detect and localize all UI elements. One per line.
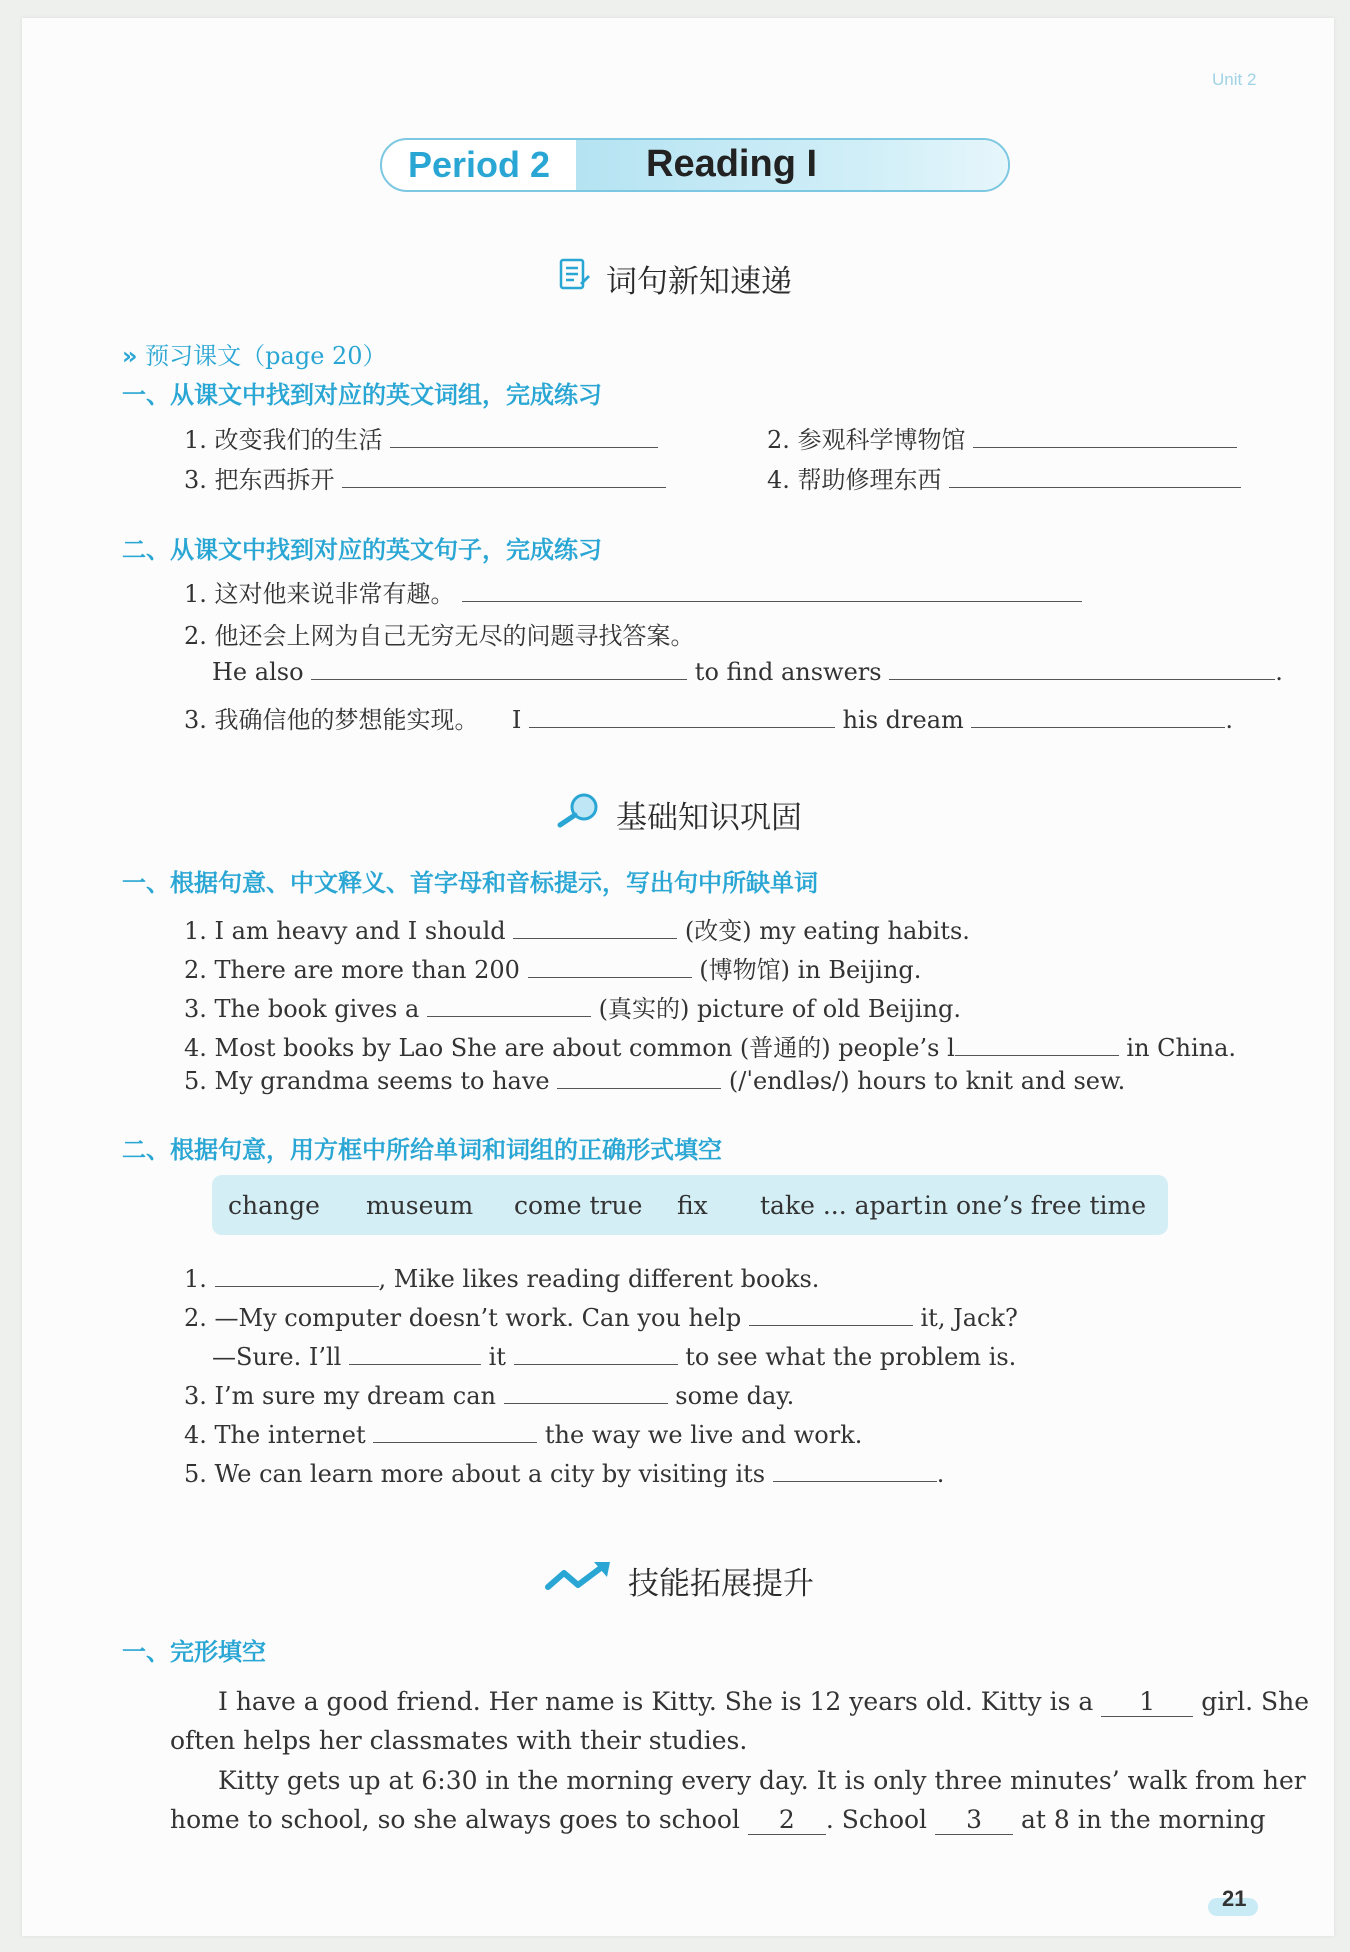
cloze-blank-1[interactable]: 1 xyxy=(1101,1687,1193,1717)
phrase-text: 2. 参观科学博物馆 xyxy=(767,426,966,454)
question-text: to see what the problem is. xyxy=(685,1343,1017,1371)
word-box xyxy=(212,1175,1168,1235)
unit-tag: Unit 2 xyxy=(1212,70,1257,89)
question-text: 3. I’m sure my dream can xyxy=(184,1382,496,1410)
section-title-text: 词句新知速递 xyxy=(606,264,792,300)
part2-heading: 二、根据句意，用方框中所给单词和词组的正确形式填空 xyxy=(122,1136,722,1164)
word-option: change xyxy=(228,1191,320,1220)
word-option: museum xyxy=(366,1191,474,1220)
fill-question-2-reply xyxy=(212,1343,1016,1371)
preview-line xyxy=(122,336,387,371)
answer-blank[interactable] xyxy=(949,469,1241,488)
fill-question-1 xyxy=(184,1265,819,1293)
answer-blank[interactable] xyxy=(557,1070,721,1089)
passage-text: . School xyxy=(825,1805,928,1834)
question-text: —Sure. I’ll xyxy=(212,1343,342,1371)
passage-text: I have a good friend. Her name is Kitty. She is 12 years old. Kitty is a xyxy=(218,1687,1094,1716)
answer-blank[interactable] xyxy=(342,469,666,488)
phrase-text: 4. 帮助修理东西 xyxy=(767,466,942,494)
vocab-question-3 xyxy=(184,989,961,1024)
question-text: 2. There are more than 200 xyxy=(184,956,520,984)
section-title-skills xyxy=(544,1558,814,1603)
answer-blank[interactable] xyxy=(513,920,677,939)
word-option: fix xyxy=(677,1191,708,1220)
sentence-item-2: 2. 他还会上网为自己无穷无尽的问题寻找答案。 xyxy=(184,622,695,650)
word-option: in one’s free time xyxy=(924,1191,1146,1220)
sentence-text: He also xyxy=(212,658,304,686)
answer-blank[interactable] xyxy=(514,1346,678,1365)
question-text: (/ˈendləs/) hours to knit and sew. xyxy=(728,1067,1126,1095)
passage-text: at 8 in the morning xyxy=(1020,1805,1266,1834)
section-title-text: 技能拓展提升 xyxy=(628,1566,814,1602)
answer-blank[interactable] xyxy=(971,709,1225,728)
question-text: . xyxy=(936,1460,945,1488)
question-text: in China. xyxy=(1126,1034,1237,1062)
question-text: it, Jack? xyxy=(920,1304,1018,1332)
answer-blank[interactable] xyxy=(462,583,1082,602)
part1-heading: 一、根据句意、中文释义、首字母和音标提示，写出句中所缺单词 xyxy=(122,869,818,897)
part2-heading: 二、从课文中找到对应的英文句子，完成练习 xyxy=(122,536,602,564)
workbook-page xyxy=(22,18,1334,1936)
question-text: some day. xyxy=(675,1382,795,1410)
phrase-item-4 xyxy=(767,460,1241,495)
cloze-line-1 xyxy=(218,1687,1309,1717)
phrase-text: 3. 把东西拆开 xyxy=(184,466,335,494)
section-title-vocab xyxy=(558,256,792,301)
question-text: , Mike likes reading different books. xyxy=(378,1265,820,1293)
answer-blank[interactable] xyxy=(528,959,692,978)
answer-blank[interactable] xyxy=(773,1463,937,1482)
part1-heading: 一、从课文中找到对应的英文词组，完成练习 xyxy=(122,381,602,409)
question-text: 4. Most books by Lao She are about common (普通的) people’s l xyxy=(184,1034,955,1062)
word-option: take ... apart xyxy=(760,1191,923,1220)
question-text: it xyxy=(488,1343,506,1371)
lesson-title-band xyxy=(576,140,1008,190)
phrase-item-1 xyxy=(184,420,658,455)
phrase-item-3 xyxy=(184,460,666,495)
sentence-text: to find answers xyxy=(694,658,882,686)
question-text: (真实的) picture of old Beijing. xyxy=(598,995,961,1023)
sentence-item-1 xyxy=(184,574,1082,609)
period-banner xyxy=(380,138,1010,192)
notebook-icon xyxy=(558,257,592,301)
fill-question-5 xyxy=(184,1460,944,1488)
double-chevron-icon: » xyxy=(122,342,138,370)
question-text: 5. My grandma seems to have xyxy=(184,1067,550,1095)
question-text: 5. We can learn more about a city by visiting its xyxy=(184,1460,766,1488)
lesson-title: Reading I xyxy=(646,143,818,185)
question-text: (博物馆) in Beijing. xyxy=(699,956,922,984)
cloze-blank-2[interactable]: 2 xyxy=(748,1805,826,1835)
section-title-basics xyxy=(554,791,802,837)
question-text: 2. —My computer doesn’t work. Can you help xyxy=(184,1304,742,1332)
cloze-blank-3[interactable]: 3 xyxy=(935,1805,1013,1835)
fill-question-3 xyxy=(184,1382,794,1410)
answer-blank[interactable] xyxy=(889,661,1275,680)
sentence-text: 1. 这对他来说非常有趣。 xyxy=(184,580,455,608)
question-text: 1. I am heavy and I should xyxy=(184,917,506,945)
passage-text: girl. She xyxy=(1201,1687,1310,1716)
magnifier-icon xyxy=(554,791,602,837)
page-number: 21 xyxy=(1222,1886,1247,1911)
answer-blank[interactable] xyxy=(749,1307,913,1326)
cloze-line-4 xyxy=(170,1805,1266,1835)
question-text: 4. The internet xyxy=(184,1421,366,1449)
vocab-question-4 xyxy=(184,1028,1236,1063)
section-title-text: 基础知识巩固 xyxy=(616,799,802,836)
sentence-text: . xyxy=(1225,706,1234,734)
cloze-line-2: often helps her classmates with their studies. xyxy=(170,1726,748,1755)
sentence-item-3 xyxy=(184,700,1233,735)
answer-blank[interactable] xyxy=(390,429,658,448)
answer-blank[interactable] xyxy=(955,1037,1119,1056)
phrase-text: 1. 改变我们的生活 xyxy=(184,426,383,454)
sentence-text: 3. 我确信他的梦想能实现。 xyxy=(184,706,479,734)
answer-blank[interactable] xyxy=(427,998,591,1017)
preview-text: 预习课文（page 20） xyxy=(145,342,387,370)
cloze-line-3: Kitty gets up at 6:30 in the morning every day. It is only three minutes’ walk from her xyxy=(218,1766,1306,1795)
question-text: 3. The book gives a xyxy=(184,995,420,1023)
vocab-question-5 xyxy=(184,1067,1125,1095)
answer-blank[interactable] xyxy=(529,709,835,728)
question-text: 1. xyxy=(184,1265,207,1293)
sentence-item-2-answer xyxy=(212,658,1283,686)
period-label: Period 2 xyxy=(407,144,551,185)
sentence-text: . xyxy=(1275,658,1283,686)
answer-blank[interactable] xyxy=(373,1424,537,1443)
vocab-question-1 xyxy=(184,911,970,946)
answer-blank[interactable] xyxy=(504,1385,668,1404)
answer-blank[interactable] xyxy=(311,661,687,680)
sentence-text: his dream xyxy=(842,706,964,734)
answer-blank[interactable] xyxy=(973,429,1237,448)
vocab-question-2 xyxy=(184,950,921,985)
part1-heading: 一、完形填空 xyxy=(122,1638,266,1666)
question-text: the way we live and work. xyxy=(544,1421,863,1449)
passage-text: home to school, so she always goes to school xyxy=(170,1805,740,1834)
word-option: come true xyxy=(514,1191,643,1220)
trend-up-icon xyxy=(544,1559,614,1603)
sentence-text: I xyxy=(511,706,522,734)
fill-question-4 xyxy=(184,1421,862,1449)
answer-blank[interactable] xyxy=(349,1346,481,1365)
question-text: (改变) my eating habits. xyxy=(684,917,970,945)
answer-blank[interactable] xyxy=(215,1268,379,1287)
phrase-item-2 xyxy=(767,420,1237,455)
fill-question-2 xyxy=(184,1304,1018,1332)
